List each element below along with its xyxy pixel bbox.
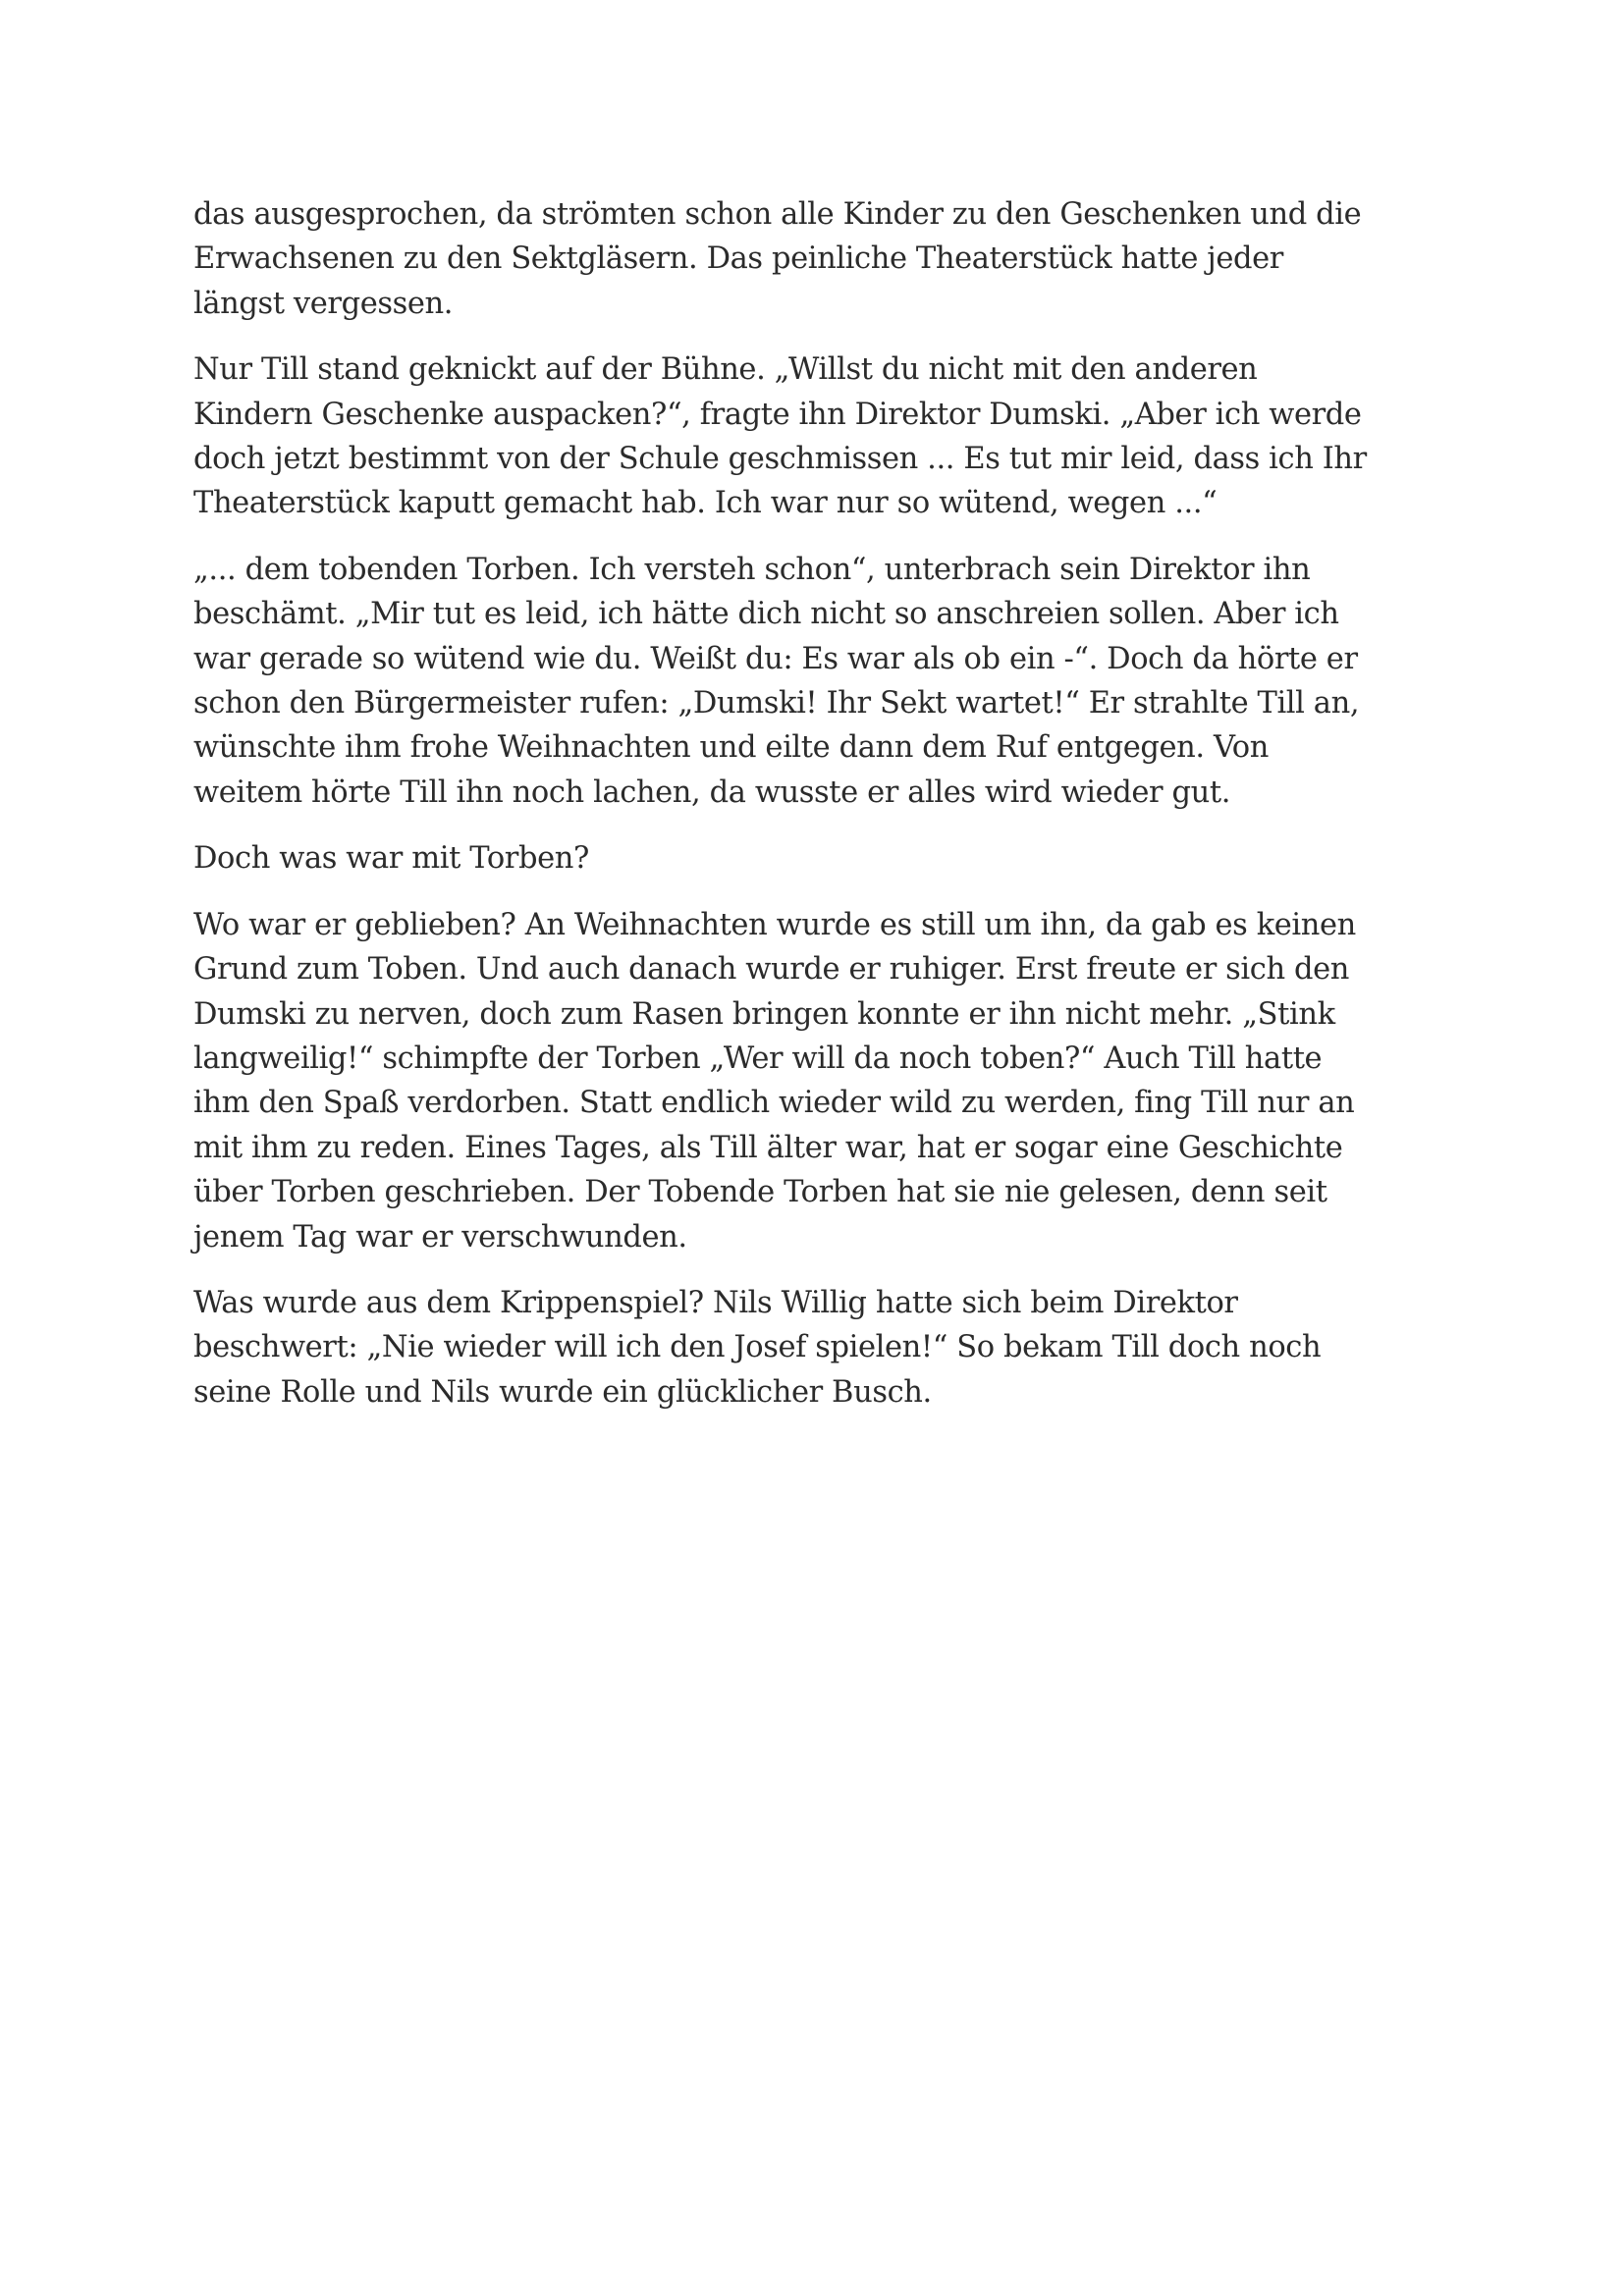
text-line: schon den Bürgermeister rufen: „Dumski! Ihr Sekt wartet!“ Er strahlte Till an, [193, 686, 1360, 721]
text-line: Wo war er geblieben? An Weihnachten wurde es still um ihn, da gab es keinen [193, 907, 1356, 942]
text-line: ihm den Spaß verdorben. Statt endlich wieder wild zu werden, fing Till nur an [193, 1086, 1355, 1121]
paragraph [193, 347, 1455, 526]
text-line: weitem hörte Till ihn noch lachen, da wusste er alles wird wieder gut. [193, 774, 1231, 810]
text-line: seine Rolle und Nils wurde ein glücklicher Busch. [193, 1374, 932, 1410]
text-line: über Torben geschrieben. Der Tobende Torben hat sie nie gelesen, denn seit [193, 1175, 1327, 1210]
text-line: „... dem tobenden Torben. Ich versteh schon“, unterbrach sein Direktor ihn [193, 552, 1311, 587]
text-line: Kindern Geschenke auspacken?“, fragte ihn Direktor Dumski. „Aber ich werde [193, 397, 1362, 432]
text-line: Erwachsenen zu den Sektgläsern. Das peinliche Theaterstück hatte jeder [193, 241, 1283, 277]
text-line: langweilig!“ schimpfte der Torben „Wer will da noch toben?“ Auch Till hatte [193, 1041, 1323, 1076]
text-line: Nur Till stand geknickt auf der Bühne. „Willst du nicht mit den anderen [193, 352, 1258, 388]
text-line: Doch was war mit Torben? [193, 841, 589, 877]
text-line: wünschte ihm frohe Weihnachten und eilte dann dem Ruf entgegen. Von [193, 730, 1270, 766]
text-line: doch jetzt bestimmt von der Schule geschmissen ... Es tut mir leid, dass ich Ihr [193, 442, 1367, 477]
text-line: beschämt. „Mir tut es leid, ich hätte dich nicht so anschreien sollen. Aber ich [193, 597, 1339, 632]
paragraph [193, 192, 1455, 326]
text-line: das ausgesprochen, da strömten schon alle Kinder zu den Geschenken und die [193, 197, 1362, 232]
paragraph [193, 903, 1455, 1259]
text-line: Grund zum Toben. Und auch danach wurde er ruhiger. Erst freute er sich den [193, 952, 1350, 988]
paragraph [193, 548, 1455, 815]
paragraph [193, 1281, 1455, 1415]
text-line: Dumski zu nerven, doch zum Rasen bringen konnte er ihn nicht mehr. „Stink [193, 996, 1335, 1032]
text-line: beschwert: „Nie wieder will ich den Josef spielen!“ So bekam Till doch noch [193, 1330, 1322, 1365]
text-line: mit ihm zu reden. Eines Tages, als Till älter war, hat er sogar eine Geschichte [193, 1130, 1343, 1165]
text-line: Theaterstück kaputt gemacht hab. Ich war nur so wütend, wegen ...“ [193, 486, 1218, 521]
text-line: jenem Tag war er verschwunden. [193, 1219, 687, 1255]
text-line: längst vergessen. [193, 286, 454, 321]
text-line: war gerade so wütend wie du. Weißt du: Es war als ob ein -“. Doch da hörte er [193, 641, 1358, 676]
paragraph [193, 836, 1455, 881]
text-line: Was wurde aus dem Krippenspiel? Nils Willig hatte sich beim Direktor [193, 1285, 1238, 1320]
body-text [193, 192, 1455, 1436]
